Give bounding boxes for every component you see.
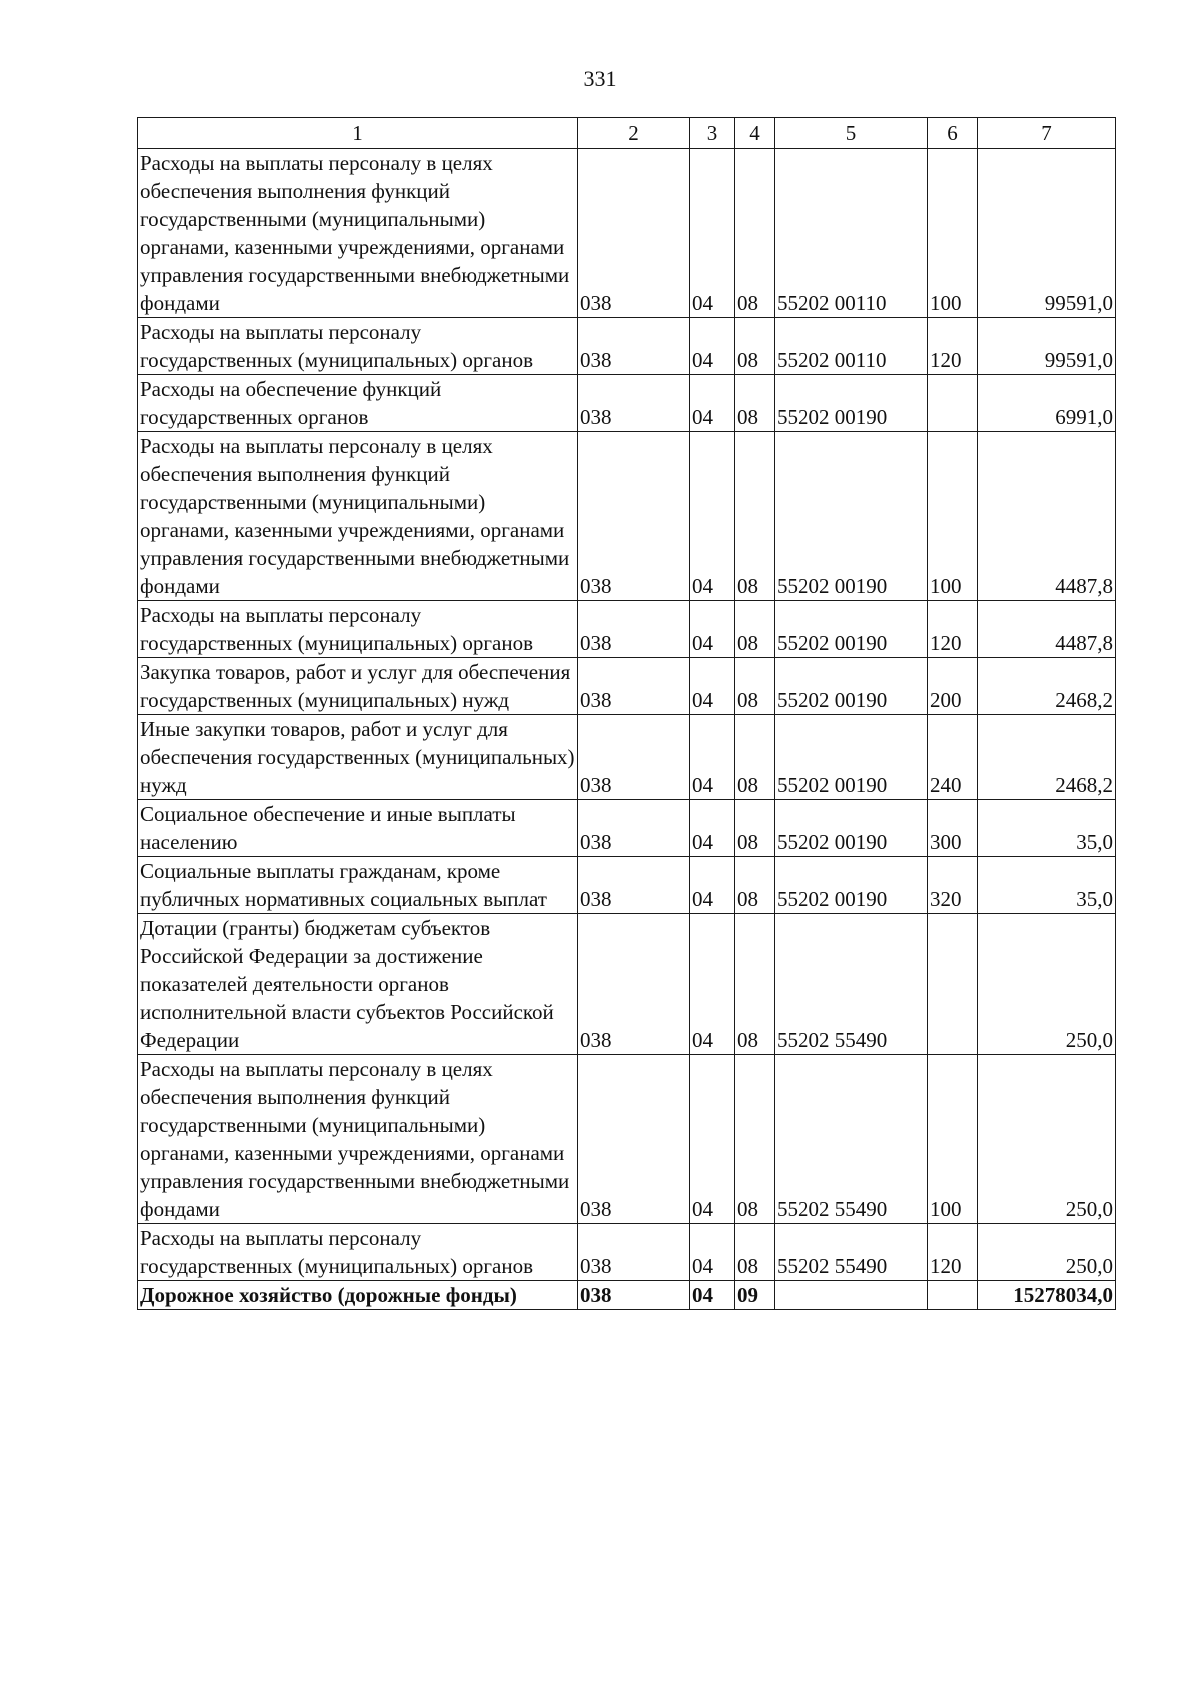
table-row bbox=[138, 857, 1116, 914]
subsection-code-cell: 09 bbox=[735, 1281, 775, 1310]
table-row bbox=[138, 1281, 1116, 1310]
ministry-code-cell: 038 bbox=[578, 1055, 690, 1224]
column-header: 5 bbox=[775, 118, 928, 149]
table-row bbox=[138, 601, 1116, 658]
subsection-code-cell: 08 bbox=[735, 149, 775, 318]
target-article-cell: 55202 00190 bbox=[775, 800, 928, 857]
target-article-cell: 55202 00190 bbox=[775, 658, 928, 715]
amount-cell: 4487,8 bbox=[978, 601, 1116, 658]
expense-name-cell: Расходы на выплаты персоналу в целях обеспечения выполнения функций государственными (муниципальными) органами, казенными учреждениями, органами управления государственными внебюджетными фондами bbox=[138, 149, 578, 318]
target-article-cell: 55202 00190 bbox=[775, 432, 928, 601]
subsection-code-cell: 08 bbox=[735, 1224, 775, 1281]
amount-cell: 99591,0 bbox=[978, 318, 1116, 375]
column-header: 1 bbox=[138, 118, 578, 149]
amount-cell: 2468,2 bbox=[978, 658, 1116, 715]
expense-type-cell: 120 bbox=[928, 318, 978, 375]
ministry-code-cell: 038 bbox=[578, 601, 690, 658]
target-article-cell: 55202 00110 bbox=[775, 149, 928, 318]
amount-cell: 6991,0 bbox=[978, 375, 1116, 432]
budget-table bbox=[137, 117, 1116, 1310]
target-article-cell bbox=[775, 1281, 928, 1310]
ministry-code-cell: 038 bbox=[578, 857, 690, 914]
expense-name-cell: Расходы на выплаты персоналу в целях обеспечения выполнения функций государственными (муниципальными) органами, казенными учреждениями, органами управления государственными внебюджетными фондами bbox=[138, 1055, 578, 1224]
table-row bbox=[138, 658, 1116, 715]
page-number: 331 bbox=[583, 66, 617, 91]
ministry-code-cell: 038 bbox=[578, 800, 690, 857]
ministry-code-cell: 038 bbox=[578, 658, 690, 715]
table-row bbox=[138, 1224, 1116, 1281]
subsection-code-cell: 08 bbox=[735, 375, 775, 432]
target-article-cell: 55202 00190 bbox=[775, 601, 928, 658]
section-code-cell: 04 bbox=[690, 318, 735, 375]
target-article-cell: 55202 55490 bbox=[775, 914, 928, 1055]
subsection-code-cell: 08 bbox=[735, 715, 775, 800]
section-code-cell: 04 bbox=[690, 375, 735, 432]
table-row bbox=[138, 914, 1116, 1055]
ministry-code-cell: 038 bbox=[578, 432, 690, 601]
column-header: 3 bbox=[690, 118, 735, 149]
section-code-cell: 04 bbox=[690, 658, 735, 715]
ministry-code-cell: 038 bbox=[578, 318, 690, 375]
expense-type-cell: 300 bbox=[928, 800, 978, 857]
amount-cell: 35,0 bbox=[978, 800, 1116, 857]
subsection-code-cell: 08 bbox=[735, 857, 775, 914]
subsection-code-cell: 08 bbox=[735, 318, 775, 375]
column-header: 2 bbox=[578, 118, 690, 149]
ministry-code-cell: 038 bbox=[578, 715, 690, 800]
expense-type-cell: 100 bbox=[928, 432, 978, 601]
expense-name-cell: Дотации (гранты) бюджетам субъектов Российской Федерации за достижение показателей деятельности органов исполнительной власти субъектов Российской Федерации bbox=[138, 914, 578, 1055]
expense-name-cell: Расходы на выплаты персоналу государственных (муниципальных) органов bbox=[138, 318, 578, 375]
table-row bbox=[138, 800, 1116, 857]
expense-name-cell: Расходы на обеспечение функций государственных органов bbox=[138, 375, 578, 432]
amount-cell: 35,0 bbox=[978, 857, 1116, 914]
section-code-cell: 04 bbox=[690, 1224, 735, 1281]
expense-name-cell: Закупка товаров, работ и услуг для обеспечения государственных (муниципальных) нужд bbox=[138, 658, 578, 715]
ministry-code-cell: 038 bbox=[578, 1224, 690, 1281]
target-article-cell: 55202 55490 bbox=[775, 1224, 928, 1281]
expense-name-cell: Дорожное хозяйство (дорожные фонды) bbox=[138, 1281, 578, 1310]
section-code-cell: 04 bbox=[690, 601, 735, 658]
amount-cell: 15278034,0 bbox=[978, 1281, 1116, 1310]
section-code-cell: 04 bbox=[690, 800, 735, 857]
column-header: 6 bbox=[928, 118, 978, 149]
section-code-cell: 04 bbox=[690, 715, 735, 800]
expense-name-cell: Расходы на выплаты персоналу в целях обеспечения выполнения функций государственными (муниципальными) органами, казенными учреждениями, органами управления государственными внебюджетными фондами bbox=[138, 432, 578, 601]
expense-name-cell: Расходы на выплаты персоналу государственных (муниципальных) органов bbox=[138, 1224, 578, 1281]
amount-cell: 250,0 bbox=[978, 1224, 1116, 1281]
section-code-cell: 04 bbox=[690, 1055, 735, 1224]
table-row bbox=[138, 715, 1116, 800]
amount-cell: 250,0 bbox=[978, 1055, 1116, 1224]
expense-name-cell: Расходы на выплаты персоналу государственных (муниципальных) органов bbox=[138, 601, 578, 658]
ministry-code-cell: 038 bbox=[578, 375, 690, 432]
expense-name-cell: Социальное обеспечение и иные выплаты населению bbox=[138, 800, 578, 857]
subsection-code-cell: 08 bbox=[735, 914, 775, 1055]
amount-cell: 250,0 bbox=[978, 914, 1116, 1055]
target-article-cell: 55202 00110 bbox=[775, 318, 928, 375]
table-body bbox=[138, 118, 1116, 1310]
subsection-code-cell: 08 bbox=[735, 601, 775, 658]
expense-type-cell: 240 bbox=[928, 715, 978, 800]
table-row bbox=[138, 1055, 1116, 1224]
column-header: 4 bbox=[735, 118, 775, 149]
expense-type-cell: 100 bbox=[928, 149, 978, 318]
table-row bbox=[138, 149, 1116, 318]
expense-type-cell: 120 bbox=[928, 1224, 978, 1281]
expense-type-cell bbox=[928, 375, 978, 432]
ministry-code-cell: 038 bbox=[578, 914, 690, 1055]
expense-type-cell bbox=[928, 914, 978, 1055]
ministry-code-cell: 038 bbox=[578, 149, 690, 318]
table-row bbox=[138, 375, 1116, 432]
section-code-cell: 04 bbox=[690, 432, 735, 601]
amount-cell: 2468,2 bbox=[978, 715, 1116, 800]
expense-type-cell bbox=[928, 1281, 978, 1310]
ministry-code-cell: 038 bbox=[578, 1281, 690, 1310]
subsection-code-cell: 08 bbox=[735, 1055, 775, 1224]
table-header-row bbox=[138, 118, 1116, 149]
target-article-cell: 55202 55490 bbox=[775, 1055, 928, 1224]
section-code-cell: 04 bbox=[690, 1281, 735, 1310]
subsection-code-cell: 08 bbox=[735, 658, 775, 715]
amount-cell: 4487,8 bbox=[978, 432, 1116, 601]
section-code-cell: 04 bbox=[690, 857, 735, 914]
target-article-cell: 55202 00190 bbox=[775, 857, 928, 914]
section-code-cell: 04 bbox=[690, 914, 735, 1055]
column-header: 7 bbox=[978, 118, 1116, 149]
subsection-code-cell: 08 bbox=[735, 432, 775, 601]
expense-type-cell: 100 bbox=[928, 1055, 978, 1224]
target-article-cell: 55202 00190 bbox=[775, 715, 928, 800]
section-code-cell: 04 bbox=[690, 149, 735, 318]
expense-type-cell: 200 bbox=[928, 658, 978, 715]
expense-type-cell: 120 bbox=[928, 601, 978, 658]
subsection-code-cell: 08 bbox=[735, 800, 775, 857]
expense-name-cell: Иные закупки товаров, работ и услуг для обеспечения государственных (муниципальных) нужд bbox=[138, 715, 578, 800]
table-row bbox=[138, 432, 1116, 601]
target-article-cell: 55202 00190 bbox=[775, 375, 928, 432]
table-row bbox=[138, 318, 1116, 375]
expense-name-cell: Социальные выплаты гражданам, кроме публичных нормативных социальных выплат bbox=[138, 857, 578, 914]
amount-cell: 99591,0 bbox=[978, 149, 1116, 318]
expense-type-cell: 320 bbox=[928, 857, 978, 914]
